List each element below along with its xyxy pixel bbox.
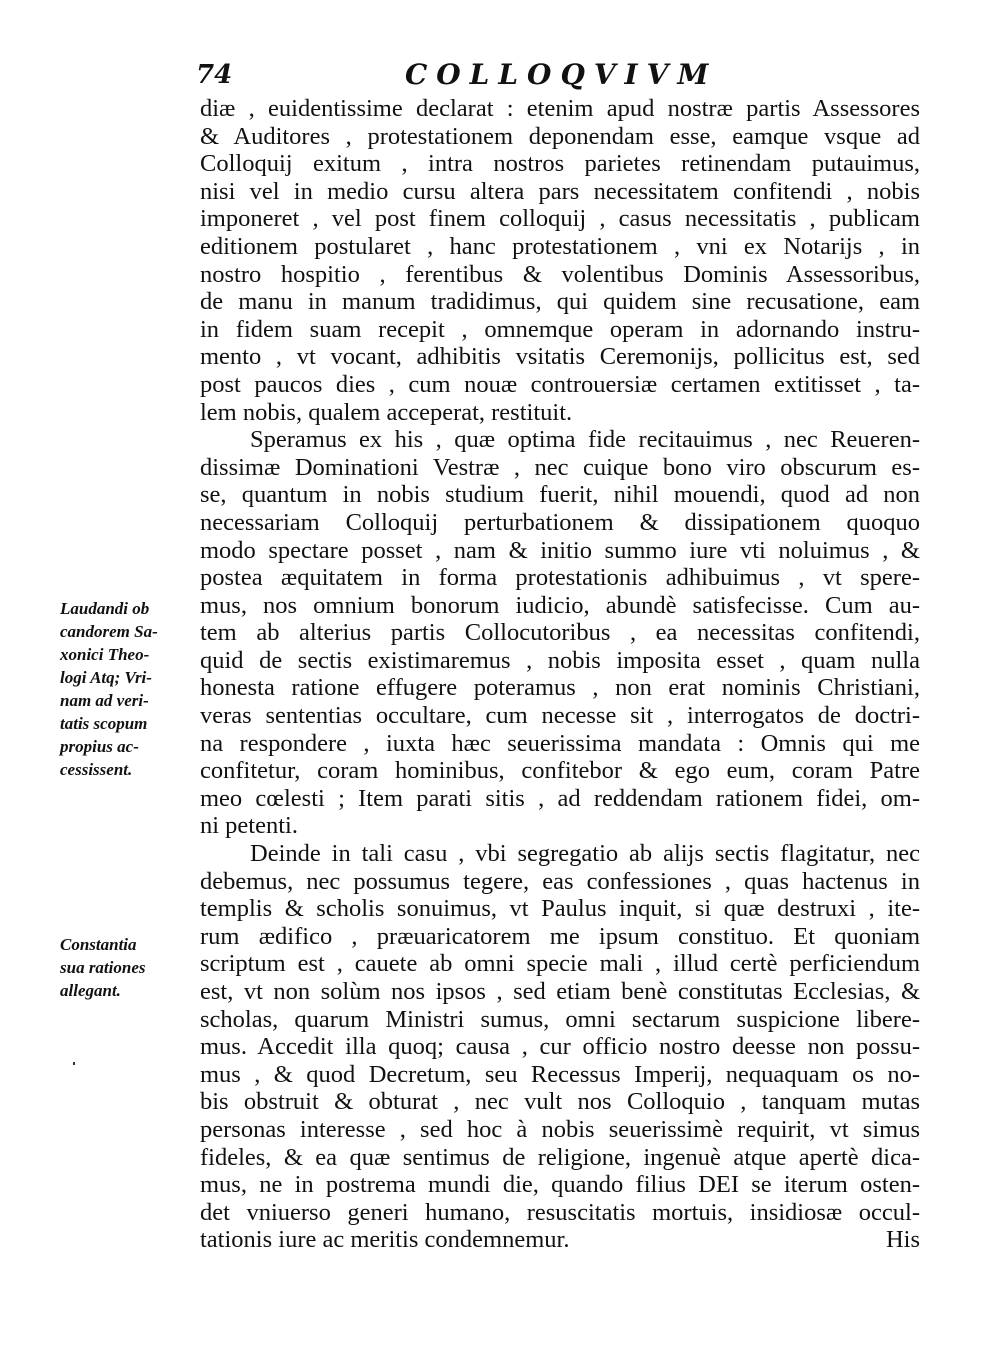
text-line: tem ab alterius partis Collocutoribus , ea necessitas confitendi, xyxy=(200,619,920,647)
paragraph-1 xyxy=(200,95,920,426)
text-line: mus, ne in postrema mundi die, quando filius DEI se iterum osten- xyxy=(200,1171,920,1199)
text-line: mus. Accedit illa quoq; causa , cur officio nostro deesse non possu- xyxy=(200,1033,920,1061)
text-line: se, quantum in nobis studium fuerit, nihil mouendi, quod ad non xyxy=(200,481,920,509)
text-line: mento , vt vocant, adhibitis vsitatis Ceremonijs, pollicitus est, sed xyxy=(200,343,920,371)
text-line: meo cœlesti ; Item parati sitis , ad reddendam rationem fidei, om- xyxy=(200,784,920,812)
text-line: in fidem suam recepit , omnemque operam in adornando instru- xyxy=(200,315,920,343)
margin-note-line: allegant. xyxy=(60,981,121,1000)
text-line: confitetur, coram hominibus, confitebor & ego eum, coram Patre xyxy=(200,757,920,785)
text-line: tationis iure ac meritis condemnemur. xyxy=(200,1226,570,1254)
margin-note-line: nam ad veri- xyxy=(60,691,149,710)
margin-note-line: Laudandi ob xyxy=(60,599,150,618)
text-line: na respondere , iuxta hæc seuerissima mandata : Omnis qui me xyxy=(200,729,920,757)
margin-note-line: Constantia xyxy=(60,935,137,954)
paragraph-3 xyxy=(200,840,920,1254)
text-line: debemus, nec possumus tegere, eas confessiones , quas hactenus in xyxy=(200,867,920,895)
text-line: det vniuerso generi humano, resuscitatis mortuis, insidiosæ occul- xyxy=(200,1198,920,1226)
margin-note-line: logi Atq; Vri- xyxy=(60,668,152,687)
text-line: quid de sectis existimaremus , nobis imposita esset , quam nulla xyxy=(200,646,920,674)
text-line: imponeret , vel post finem colloquij , casus necessitatis , publicam xyxy=(200,205,920,233)
text-line: diæ , euidentissime declarat : etenim apud nostræ partis Assessores xyxy=(200,95,920,122)
text-line: modo spectare posset , nam & initio summo iure vti noluimus , & xyxy=(200,536,920,564)
page-number: 74 xyxy=(196,60,233,90)
text-line: personas interesse , sed hoc à nobis seuerissimè requirit, vt simus xyxy=(200,1115,920,1143)
text-line: necessariam Colloquij perturbationem & dissipationem quoquo xyxy=(200,508,920,536)
margin-note-line: sua rationes xyxy=(60,958,146,977)
catchword: His xyxy=(885,1226,920,1254)
text-line: editionem postularet , hanc protestationem , vni ex Notarijs , in xyxy=(200,232,920,260)
text-line: de manu in manum tradidimus, qui quidem sine recusatione, eam xyxy=(200,288,920,316)
text-line: postea æquitatem in forma protestationis adhibuimus , vt spere- xyxy=(200,564,920,592)
text-line: fideles, & ea quæ sentimus de religione, ingenuè atque apertè dica- xyxy=(200,1143,920,1171)
margin-note-2 xyxy=(60,933,185,1002)
text-line: templis & scholis sonuimus, vt Paulus inquit, si quæ destruxi , ite- xyxy=(200,895,920,923)
margin-note-line: tatis scopum xyxy=(60,714,148,733)
text-line: scriptum est , cauete ab omni specie mali , illud certè perficiendum xyxy=(200,950,920,978)
text-line: lem nobis, qualem acceperat, restituit. xyxy=(200,398,573,426)
text-line: est, vt non solùm nos ipsos , sed etiam benè constitutas Ecclesias, & xyxy=(200,978,920,1005)
running-head: COLLOQVIVM xyxy=(405,58,718,91)
text-line: rum ædifico , præuaricatorem me ipsum constituo. Et quoniam xyxy=(200,922,920,950)
text-line: honesta ratione effugere poteramus , non erat nominis Christiani, xyxy=(200,674,920,702)
margin-note-line: xonici Theo- xyxy=(60,645,150,664)
text-line: scholas, quarum Ministri sumus, omni sectarum suspicione libere- xyxy=(200,1005,920,1033)
margin-note-line: candorem Sa- xyxy=(60,622,158,641)
margin-note-1 xyxy=(60,597,185,781)
text-line: veras sententias occultare, cum necesse sit , interrogatos de doctri- xyxy=(200,702,920,730)
text-line: bis obstruit & obturat , nec vult nos Colloquio , tanquam mutas xyxy=(200,1088,920,1116)
text-line: mus , & quod Decretum, seu Recessus Imperij, nequaquam os no- xyxy=(200,1060,920,1088)
paragraph-2 xyxy=(200,426,920,840)
text-line: mus, nos omnium bonorum iudicio, abundè satisfecisse. Cum au- xyxy=(200,591,920,619)
text-line: Deinde in tali casu , vbi segregatio ab alijs sectis flagitatur, nec xyxy=(250,840,920,868)
margin-note-line: propius ac- xyxy=(60,737,139,756)
text-line: & Auditores , protestationem deponendam esse, eamque vsque ad xyxy=(200,122,920,150)
stray-mark xyxy=(73,1062,75,1065)
text-line: ni petenti. xyxy=(200,812,298,840)
margin-note-line: cessissent. xyxy=(60,760,133,779)
text-line: dissimæ Dominationi Vestræ , nec cuique bono viro obscurum es- xyxy=(200,453,920,481)
text-line: nisi vel in medio cursu altera pars necessitatem confitendi , nobis xyxy=(200,177,920,205)
final-line xyxy=(200,1226,920,1254)
text-line: post paucos dies , cum nouæ controuersiæ certamen extitisset , ta- xyxy=(200,370,920,398)
text-line: Speramus ex his , quæ optima fide recitauimus , nec Reueren- xyxy=(250,426,920,454)
text-line: Colloquij exitum , intra nostros parietes retinendam putauimus, xyxy=(200,150,920,178)
body-text xyxy=(200,95,920,1254)
text-line: nostro hospitio , ferentibus & volentibus Dominis Assessoribus, xyxy=(200,260,920,288)
